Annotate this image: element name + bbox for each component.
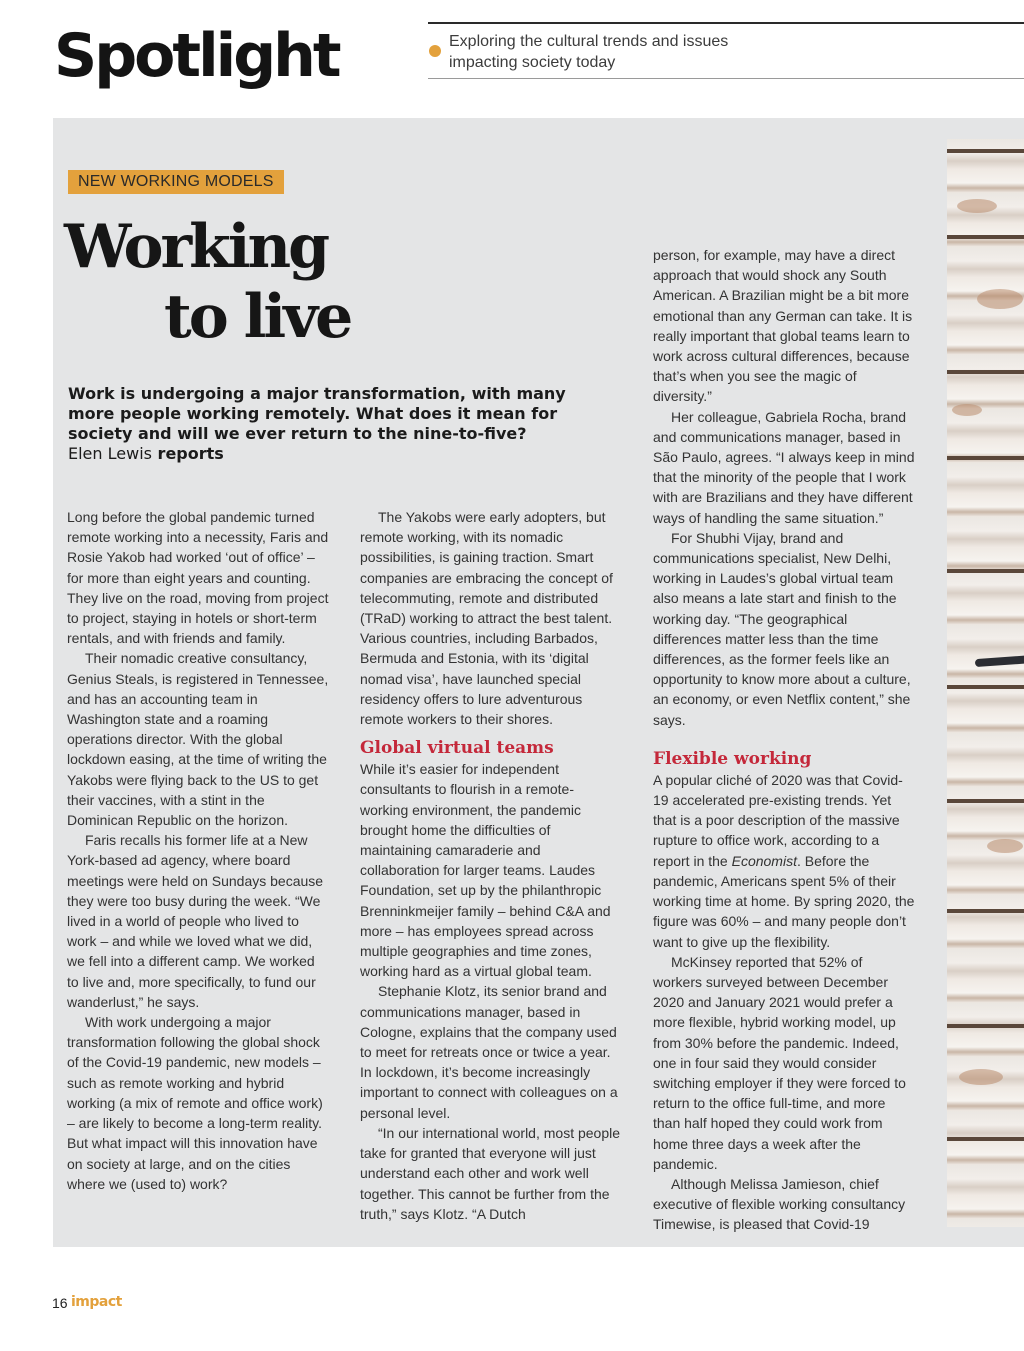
masthead-top-rule: [428, 22, 1024, 24]
paragraph: While it’s easier for independent consultants to flourish in a remote-working environment, the pandemic brought home the difficulties of maintaining camaraderie and collaboration for larger teams. Laudes Foundation, set up by the philanthropic Brenninkmeijer family – behind C&A and more – has employees spread across multiple geographies and time zones, working hard as a virtual global team.: [360, 761, 611, 980]
masthead-tagline: Exploring the cultural trends and issues impacting society today: [449, 33, 729, 71]
paragraph: Long before the global pandemic turned remote working into a necessity, Faris and Rosie Yakob had worked ‘out of office’ – for more than eight years and counting. They live on the road, moving from project to project, staying in hotels or short-term rentals, and with friends and family.: [67, 509, 329, 647]
paragraph: Her colleague, Gabriela Rocha, brand and communications manager, based in São Paulo, agrees. “I always keep in mind that the minority of the people that I work with are Brazilians and they have different ways of handling the same situation.”: [653, 408, 915, 526]
page-number: 16: [52, 1295, 68, 1311]
subhead-flexible-working: Flexible working: [653, 748, 812, 769]
paragraph: Although Melissa Jamieson, chief executive of flexible working consultancy Timewise, is pleased that Covid-19: [653, 1175, 906, 1233]
bullet-dot-icon: [429, 45, 441, 57]
paragraph: A popular cliché of 2020 was that Covid-19 accelerated pre-existing trends. Yet that is a poor description of the massive rupture to office work, according to a report in the Economist. Before the pandemic, Americans spent 5% of their working time at home. By spring 2020, the figure was 60% – and many people don’t want to give up the flexibility.: [653, 771, 915, 950]
paragraph: McKinsey reported that 52% of workers surveyed between December 2020 and January 2021 would prefer a more flexible, hybrid working model, up from 30% before the pandemic. Indeed, one in four said they would consider switching employer if they were forced to return to the office full-time, and more than half hoped they could work from home three days a week after the pandemic.: [653, 953, 906, 1172]
paragraph: With work undergoing a major transformation following the global shock of the Covid-19 pandemic, new models – such as remote working and hybrid working (a mix of remote and office work) – are likely to become a long-term reality. But what impact will this innovation have on society at large, and on the cities where we (used to) work?: [67, 1014, 323, 1192]
paragraph: The Yakobs were early adopters, but remote working, with its nomadic possibilities, is gaining traction. Smart companies are embracing the concept of telecommuting, remote and distributed (TRaD) working to attract the best talent. Various countries, including Barbados, Bermuda and Estonia, with its ‘digital nomad visa’, have launched special residency offers to lure adventurous remote workers to their shores.: [360, 509, 613, 728]
paragraph: Faris recalls his former life at a New York-based ad agency, where board meetings were held on Sundays because they were too busy during the week. “We lived in a world of people who lived to work – and while we loved what we did, we fell into a different camp. We worked to live and, more specifically, to fund our wanderlust,” he says.: [67, 832, 324, 1010]
paragraph: Stephanie Klotz, its senior brand and communications manager, based in Cologne, explains that the company used to meet for retreats once or twice a year. In lockdown, it’s become increasingly important to connect with colleagues on a personal level.: [360, 983, 618, 1121]
paragraph: person, for example, may have a direct approach that would shock any South American. A Brazilian might be a bit more emotional than any German can take. It is really important that global teams learn to work across cultural differences, because that’s when you see the magic of diversity.”: [653, 247, 913, 405]
wood-photo-strip: [947, 139, 1024, 1227]
masthead-title: Spotlight: [54, 21, 339, 91]
subhead-global-virtual-teams: Global virtual teams: [360, 738, 554, 759]
pen-icon: [975, 655, 1024, 667]
reports-label: reports: [157, 444, 224, 463]
publication-name: Economist: [731, 852, 797, 869]
body-column-3: [653, 245, 915, 1235]
author-name: Elen Lewis: [68, 444, 152, 463]
paragraph: “In our international world, most people take for granted that everyone will just understand each other and work well together. This cannot be further from the truth,” says Klotz. “A Dutch: [360, 1124, 621, 1222]
masthead-bottom-rule: [428, 78, 1024, 79]
paragraph: For Shubhi Vijay, brand and communications specialist, New Delhi, working in Laudes’s global virtual team also means a late start and finish to the working day. “The geographical differences matter less than the time differences, as the former feels like an opportunity to know more about a culture, an economy, or even Netflix content,” she says.: [653, 529, 911, 728]
magazine-brand-logo: impact: [71, 1294, 122, 1310]
body-column-2: [360, 507, 622, 1224]
headline-line-1: Working: [64, 212, 328, 282]
article-headline: [64, 212, 350, 352]
section-kicker: NEW WORKING MODELS: [68, 170, 284, 194]
standfirst-text: Work is undergoing a major transformation, with many more people working remotely. What does it mean for society and will we ever return to the nine-to-five?: [68, 384, 566, 443]
body-column-1: [67, 507, 329, 1194]
paragraph: Their nomadic creative consultancy, Genius Steals, is registered in Tennessee, and has an accounting team in Washington state and a roaming operations director. With the global lockdown easing, at the time of writing the Yakobs were flying back to the US to get their vaccines, with a stint in the Dominican Republic on the horizon.: [67, 650, 329, 829]
standfirst: [68, 384, 568, 464]
headline-line-2: to live: [164, 282, 351, 352]
